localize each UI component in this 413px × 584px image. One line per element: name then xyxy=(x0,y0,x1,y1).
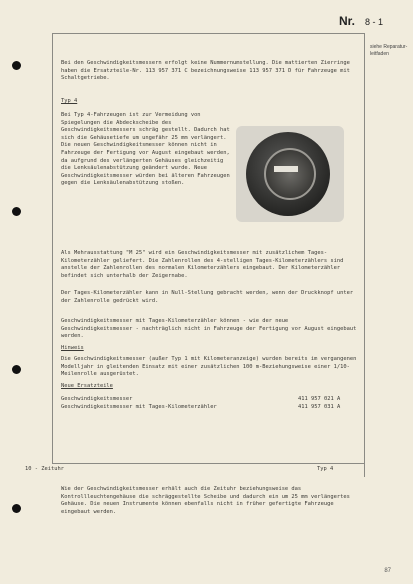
paragraph-hinweis: Die Geschwindigkeitsmesser (außer Typ 1 mit Kilometeranzeige) wurden bereits im vergangenen Modelljahr in gleitenden Einsatz mit einer zusätzlichen 100 m-Beziehungsweise einer 1/10-Meilenrolle ausgerüstet. xyxy=(61,356,360,378)
odometer-counter xyxy=(274,166,298,172)
paragraph-compat: Geschwindigkeitsmesser mit Tages-Kilometerzähler können - wie der neue Geschwindigkeitsmesser - nachträglich nicht in Fahrzeuge der Fertigung vor August eingebaut werden. xyxy=(61,318,360,340)
part-name: Geschwindigkeitsmesser xyxy=(61,396,133,402)
speedometer-dial xyxy=(264,148,316,200)
part-number: 411 957 031 A xyxy=(298,404,341,410)
paragraph-zeituhr: Wie der Geschwindigkeitsmesser erhält auch die Zeituhr beziehungsweise das Kontrollleuchtengehäuse die schräggestellte Scheibe und dadurch ein um 25 mm verlängertes Gehäuse. Die neuen Instrumente können ebenfalls nicht in früher gefertigte Fahrzeuge eingebaut werden. xyxy=(61,486,354,515)
page-number: 87 xyxy=(384,568,391,574)
paragraph-m25: Als Mehrausstattung "M 25" wird ein Geschwindigkeitsmesser mit zusätzlichem Tages-Kilometerzähler geliefert. Die Zahlenrollen des 4-stelligen Tages-Kilometerzählers sind anstelle der Zahlenrollen des normalen Kilometerzählers eingebaut. Der Kilometerzähler befindet sich unterhalb der Zeigernabe. xyxy=(61,250,347,279)
nr-value: 8 - 1 xyxy=(364,17,383,27)
heading-hinweis: Hinweis xyxy=(61,345,84,351)
section-title: 10 - Zeituhr xyxy=(25,466,64,472)
punch-hole xyxy=(12,207,21,216)
punch-hole xyxy=(12,365,21,374)
speedometer-bezel xyxy=(246,132,330,216)
heading-typ4: Typ 4 xyxy=(61,98,78,104)
margin-rule xyxy=(52,33,53,463)
part-name: Geschwindigkeitsmesser mit Tages-Kilometerzähler xyxy=(61,404,217,410)
paragraph-intro: Bei den Geschwindigkeitsmessern erfolgt keine Nummernumstellung. Die mattierten Zierringe haben die Ersatzteile-Nr. 113 957 371 C bezeichnungsweise 113 957 371 D für Fahrzeuge mit Schaltgetriebe. xyxy=(61,60,354,82)
punch-hole xyxy=(12,504,21,513)
page-number-header xyxy=(339,14,383,28)
part-number: 411 957 021 A xyxy=(298,396,341,402)
punch-hole xyxy=(12,61,21,70)
paragraph-typ4: Bei Typ 4-Fahrzeugen ist zur Vermeidung von Spiegelungen die Abdeckscheibe des Geschwindigkeitsmessers schräg gestellt. Dadurch hat sich die Gehäusetiefe um ungefähr 25 mm verlängert. Die neuen Geschwindigkeitsmesser können nicht in Fahrzeuge der Fertigung vor August eingebaut werden, da aufgrund des verlängerten Gehäuses gleichzeitig die Lenksäulenabstützung geändert wurde. Neue Geschwindigkeitsmesser würden bei älteren Fahrzeugen gegen die Lenksäulenabstützung stoßen. xyxy=(61,112,234,187)
right-rule xyxy=(364,33,365,477)
speedometer-photo xyxy=(236,126,344,222)
section-divider xyxy=(52,463,364,464)
margin-note: siehe Reparatur- leitfaden xyxy=(370,44,408,57)
heading-ersatzteile: Neue Ersatzteile xyxy=(61,383,113,389)
paragraph-reset: Der Tages-Kilometerzähler kann in Null-Stellung gebracht werden, wenn der Druckknopf unter der Zahlenrolle gedrückt wird. xyxy=(61,290,357,304)
nr-label: Nr. xyxy=(338,14,355,28)
section-type: Typ 4 xyxy=(317,466,334,472)
frame-rule xyxy=(52,33,364,34)
part-row xyxy=(61,396,361,402)
part-row xyxy=(61,404,361,410)
